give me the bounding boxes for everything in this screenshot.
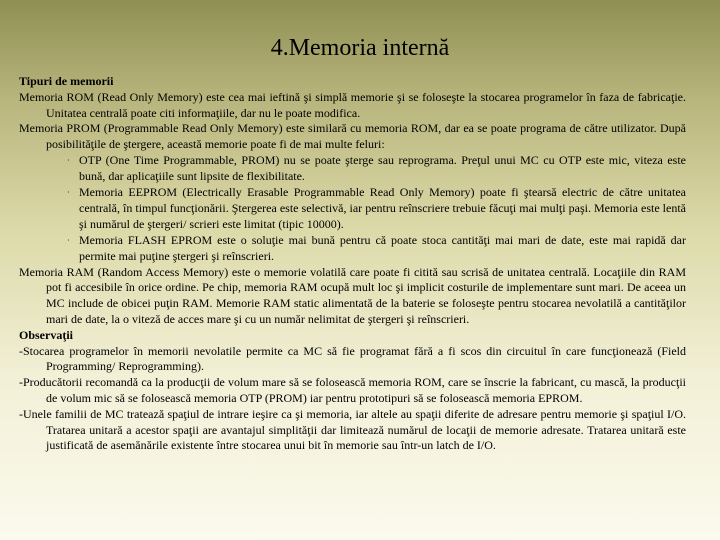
bullet-dot-icon: ·	[67, 236, 70, 245]
heading-memory-types: Tipuri de memorii	[19, 74, 114, 88]
slide-title: 4.Memoria internă	[270, 35, 450, 61]
paragraph-prom: Memoria PROM (Programmable Read Only Memory) este similară cu memoria ROM, dar ea se poate programa de către utilizator. După posibilităţile de ştergere, această memorie poate fi de mai multe feluri:	[19, 121, 686, 152]
bullet-item-otp	[19, 153, 686, 185]
bullet-text: OTP (One Time Programmable, PROM) nu se poate şterge sau reprograma. Preţul unui MC cu OTP este mic, viteza este bună, dar aplicaţiile sunt lipsite de flexibilitate.	[79, 152, 686, 184]
bullet-item-eeprom	[19, 185, 686, 233]
bullet-item-flash	[19, 233, 686, 265]
observation-item: -Stocarea programelor în memorii nevolatile permite ca MC să fie programat fără a fi scos din circuitul în care funcţionează (Field Programming/ Reprogramming).	[19, 343, 686, 374]
bullet-dot-icon: ·	[67, 156, 70, 166]
observation-item: -Unele familii de MC tratează spaţiul de intrare ieşire ca şi memoria, iar altele au spaţii diferite de adresare pentru memorie şi spaţiul I/O. Tratarea unitară a acestor spaţii are avantajul simplităţii dar limitează numărul de locaţii de memorie adresate. Tratarea unitară este justificată de asemănările existente între stocarea unui bit în memorie sau într-un latch de I/O.	[19, 406, 686, 453]
slide-body	[19, 74, 686, 454]
paragraph-rom: Memoria ROM (Read Only Memory) este cea mai ieftină şi simplă memorie şi se foloseşte la stocarea programelor în faza de fabricaţie. Unitatea centrală poate citi informaţiile, dar nu le poate modifica.	[19, 89, 686, 120]
bullet-text: Memoria EEPROM (Electrically Erasable Programmable Read Only Memory) poate fi ştearsă electric de către unitatea centrală, în timpul funcţionării. Ştergerea este selectivă, iar pentru reînscriere trebuie făcuţi mai mulţi paşi. Memoria este lentă şi numărul de ştergeri/ scrieri este limitat (tipic 10000).	[79, 184, 686, 231]
bullet-dot-icon: ·	[67, 188, 70, 198]
heading-observations: Observaţii	[19, 327, 73, 342]
bullet-text: Memoria FLASH EPROM este o soluţie mai bună pentru că poate stoca cantităţi mai mari de date, este mai rapidă dar permite mai puţine ştergeri şi reînscrieri.	[79, 232, 686, 263]
observation-item: -Producătorii recomandă ca la producţii de volum mare să se folosească memoria ROM, care se înscrie la fabricant, cu mască, la producţii de volum mic să se folosească memoria OTP (PROM) iar pentru prototipuri să se folosească memoria EPROM.	[19, 375, 686, 405]
paragraph-ram: Memoria RAM (Random Access Memory) este o memorie volatilă care poate fi citită sau scrisă de unitatea centrală. Locaţiile din RAM pot fi accesibile în orice ordine. Pe chip, memoria RAM ocupă mult loc şi implicit costurile de implementare sunt mari. De aceea un MC include de obicei puţin RAM. Memorie RAM static alimentată de la baterie se foloseşte pentru stocarea nevolatilă a cantităţilor mari de date, la o viteză de acces mare şi cu un număr nelimitat de ştergeri şi reînscrieri.	[19, 264, 686, 326]
